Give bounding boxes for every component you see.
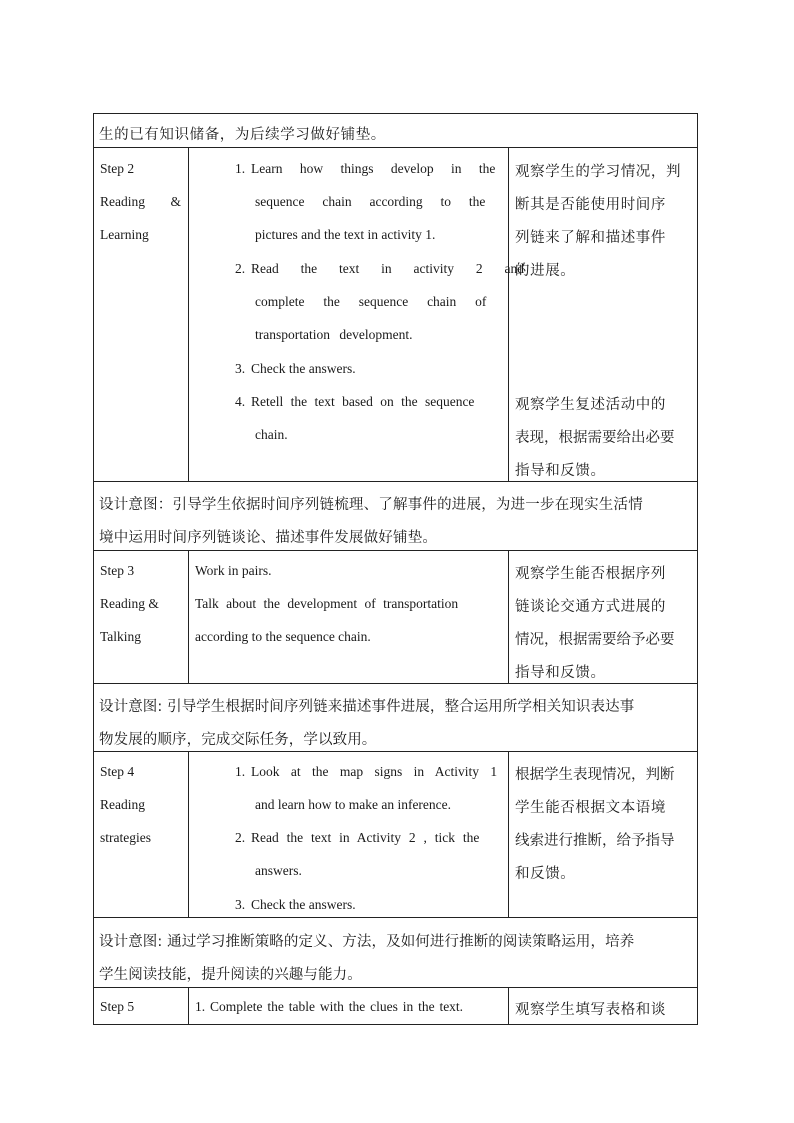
rule-step3: [93, 683, 698, 684]
col-divider-2: [508, 147, 509, 481]
list-item-number: 1.: [235, 161, 246, 176]
step4-label: Reading: [100, 797, 145, 812]
rule-left: [93, 113, 94, 1025]
eval-line: 的进展。: [515, 263, 576, 279]
rule-intent2: [93, 550, 698, 551]
list-item-line: [251, 161, 500, 177]
step2-label-word: Reading: [100, 194, 145, 209]
lesson-plan-table: [93, 113, 698, 1025]
design-intent-line: 境中运用时间序列链谈论、描述事件发展做好铺垫。: [99, 530, 438, 546]
eval-line: 观察学生复述活动中的: [515, 397, 666, 413]
rule-intent4: [93, 987, 698, 988]
eval-line: 观察学生填写表格和谈: [515, 1002, 666, 1018]
list-item-number: 3.: [235, 361, 246, 376]
design-intent-line: 学生阅读技能，提升阅读的兴趣与能力。: [99, 967, 362, 983]
line-text: Learn how things develop in the: [251, 161, 496, 176]
step4-label: strategies: [100, 830, 151, 845]
list-item-line: pictures and the text in activity 1.: [255, 227, 436, 242]
list-item-line: chain.: [255, 427, 288, 442]
step4-label: Step 4: [100, 764, 135, 779]
eval-line: 指导和反馈。: [515, 665, 606, 681]
eval-line: 观察学生的学习情况，判: [515, 164, 682, 180]
step3-label: Reading &: [100, 596, 159, 611]
design-intent-line: 设计意图: 引导学生根据时间序列链来描述事件进展，整合运用所学相关知识表达事: [99, 699, 635, 715]
list-item-line: Retell the text based on the sequence: [251, 394, 475, 409]
list-item-line: transportation development.: [255, 327, 413, 342]
list-item-number: 2.: [235, 261, 246, 276]
eval-line: 列链来了解和描述事件: [515, 230, 666, 246]
step5-label: Step 5: [100, 999, 135, 1014]
list-item-number: 3.: [235, 897, 246, 912]
col-divider-2: [508, 751, 509, 917]
activity-line: Work in pairs.: [195, 563, 272, 578]
rule-step2: [93, 481, 698, 482]
eval-line: 观察学生能否根据序列: [515, 566, 666, 582]
activity-line: 1. Complete the table with the clues in the text.: [195, 999, 464, 1014]
rule-step5: [93, 1024, 698, 1025]
col-divider-1: [188, 550, 189, 683]
col-divider-1: [188, 147, 189, 481]
list-item-line: answers.: [255, 863, 302, 878]
list-item-line: Check the answers.: [251, 897, 356, 912]
step2-label-amp: &: [170, 194, 181, 209]
eval-line: 断其是否能使用时间序: [515, 197, 666, 213]
list-item-line: Read the text in Activity 2 , tick the: [251, 830, 480, 845]
rule-step4: [93, 917, 698, 918]
eval-line: 和反馈。: [515, 866, 576, 882]
eval-line: 学生能否根据文本语境: [515, 800, 666, 816]
step2-label: [100, 194, 181, 210]
col-divider-2: [508, 987, 509, 1025]
list-item-line: and learn how to make an inference.: [255, 797, 452, 812]
design-intent-line: 设计意图：引导学生依据时间序列链梳理、了解事件的进展，为进一步在现实生活情: [99, 497, 643, 513]
activity-line: Talk about the development of transportation: [195, 596, 459, 611]
rule-row0: [93, 147, 698, 148]
rule-top: [93, 113, 698, 114]
step3-label: Talking: [100, 629, 142, 644]
list-item-number: 4.: [235, 394, 246, 409]
step2-label: Learning: [100, 227, 149, 242]
row0-text: 生的已有知识储备，为后续学习做好铺垫。: [99, 127, 386, 143]
col-divider-2: [508, 550, 509, 683]
design-intent-line: 物发展的顺序，完成交际任务，学以致用。: [99, 732, 377, 748]
activity-line: according to the sequence chain.: [195, 629, 371, 644]
eval-line: 线索进行推断，给予指导: [515, 833, 675, 849]
step2-label: Step 2: [100, 161, 135, 176]
eval-line: 情况，根据需要给予必要: [515, 632, 675, 648]
list-item-number: 1.: [235, 764, 246, 779]
list-item-line: complete the sequence chain of: [255, 294, 487, 309]
eval-line: 指导和反馈。: [515, 463, 606, 479]
col-divider-1: [188, 987, 189, 1025]
eval-line: 表现，根据需要给出必要: [515, 430, 675, 446]
eval-line: 根据学生表现情况，判断: [515, 767, 675, 783]
list-item-line: Read the text in activity 2 and: [251, 261, 524, 276]
list-item-line: Look at the map signs in Activity 1: [251, 764, 498, 779]
eval-line: 链谈论交通方式进展的: [515, 599, 666, 615]
list-item-line: sequence chain according to the: [255, 194, 486, 209]
design-intent-line: 设计意图: 通过学习推断策略的定义、方法，及如何进行推断的阅读策略运用，培养: [99, 934, 635, 950]
list-item-number: 2.: [235, 830, 246, 845]
list-item-line: Check the answers.: [251, 361, 356, 376]
step3-label: Step 3: [100, 563, 135, 578]
col-divider-1: [188, 751, 189, 917]
rule-intent3: [93, 751, 698, 752]
rule-right: [697, 113, 698, 1025]
